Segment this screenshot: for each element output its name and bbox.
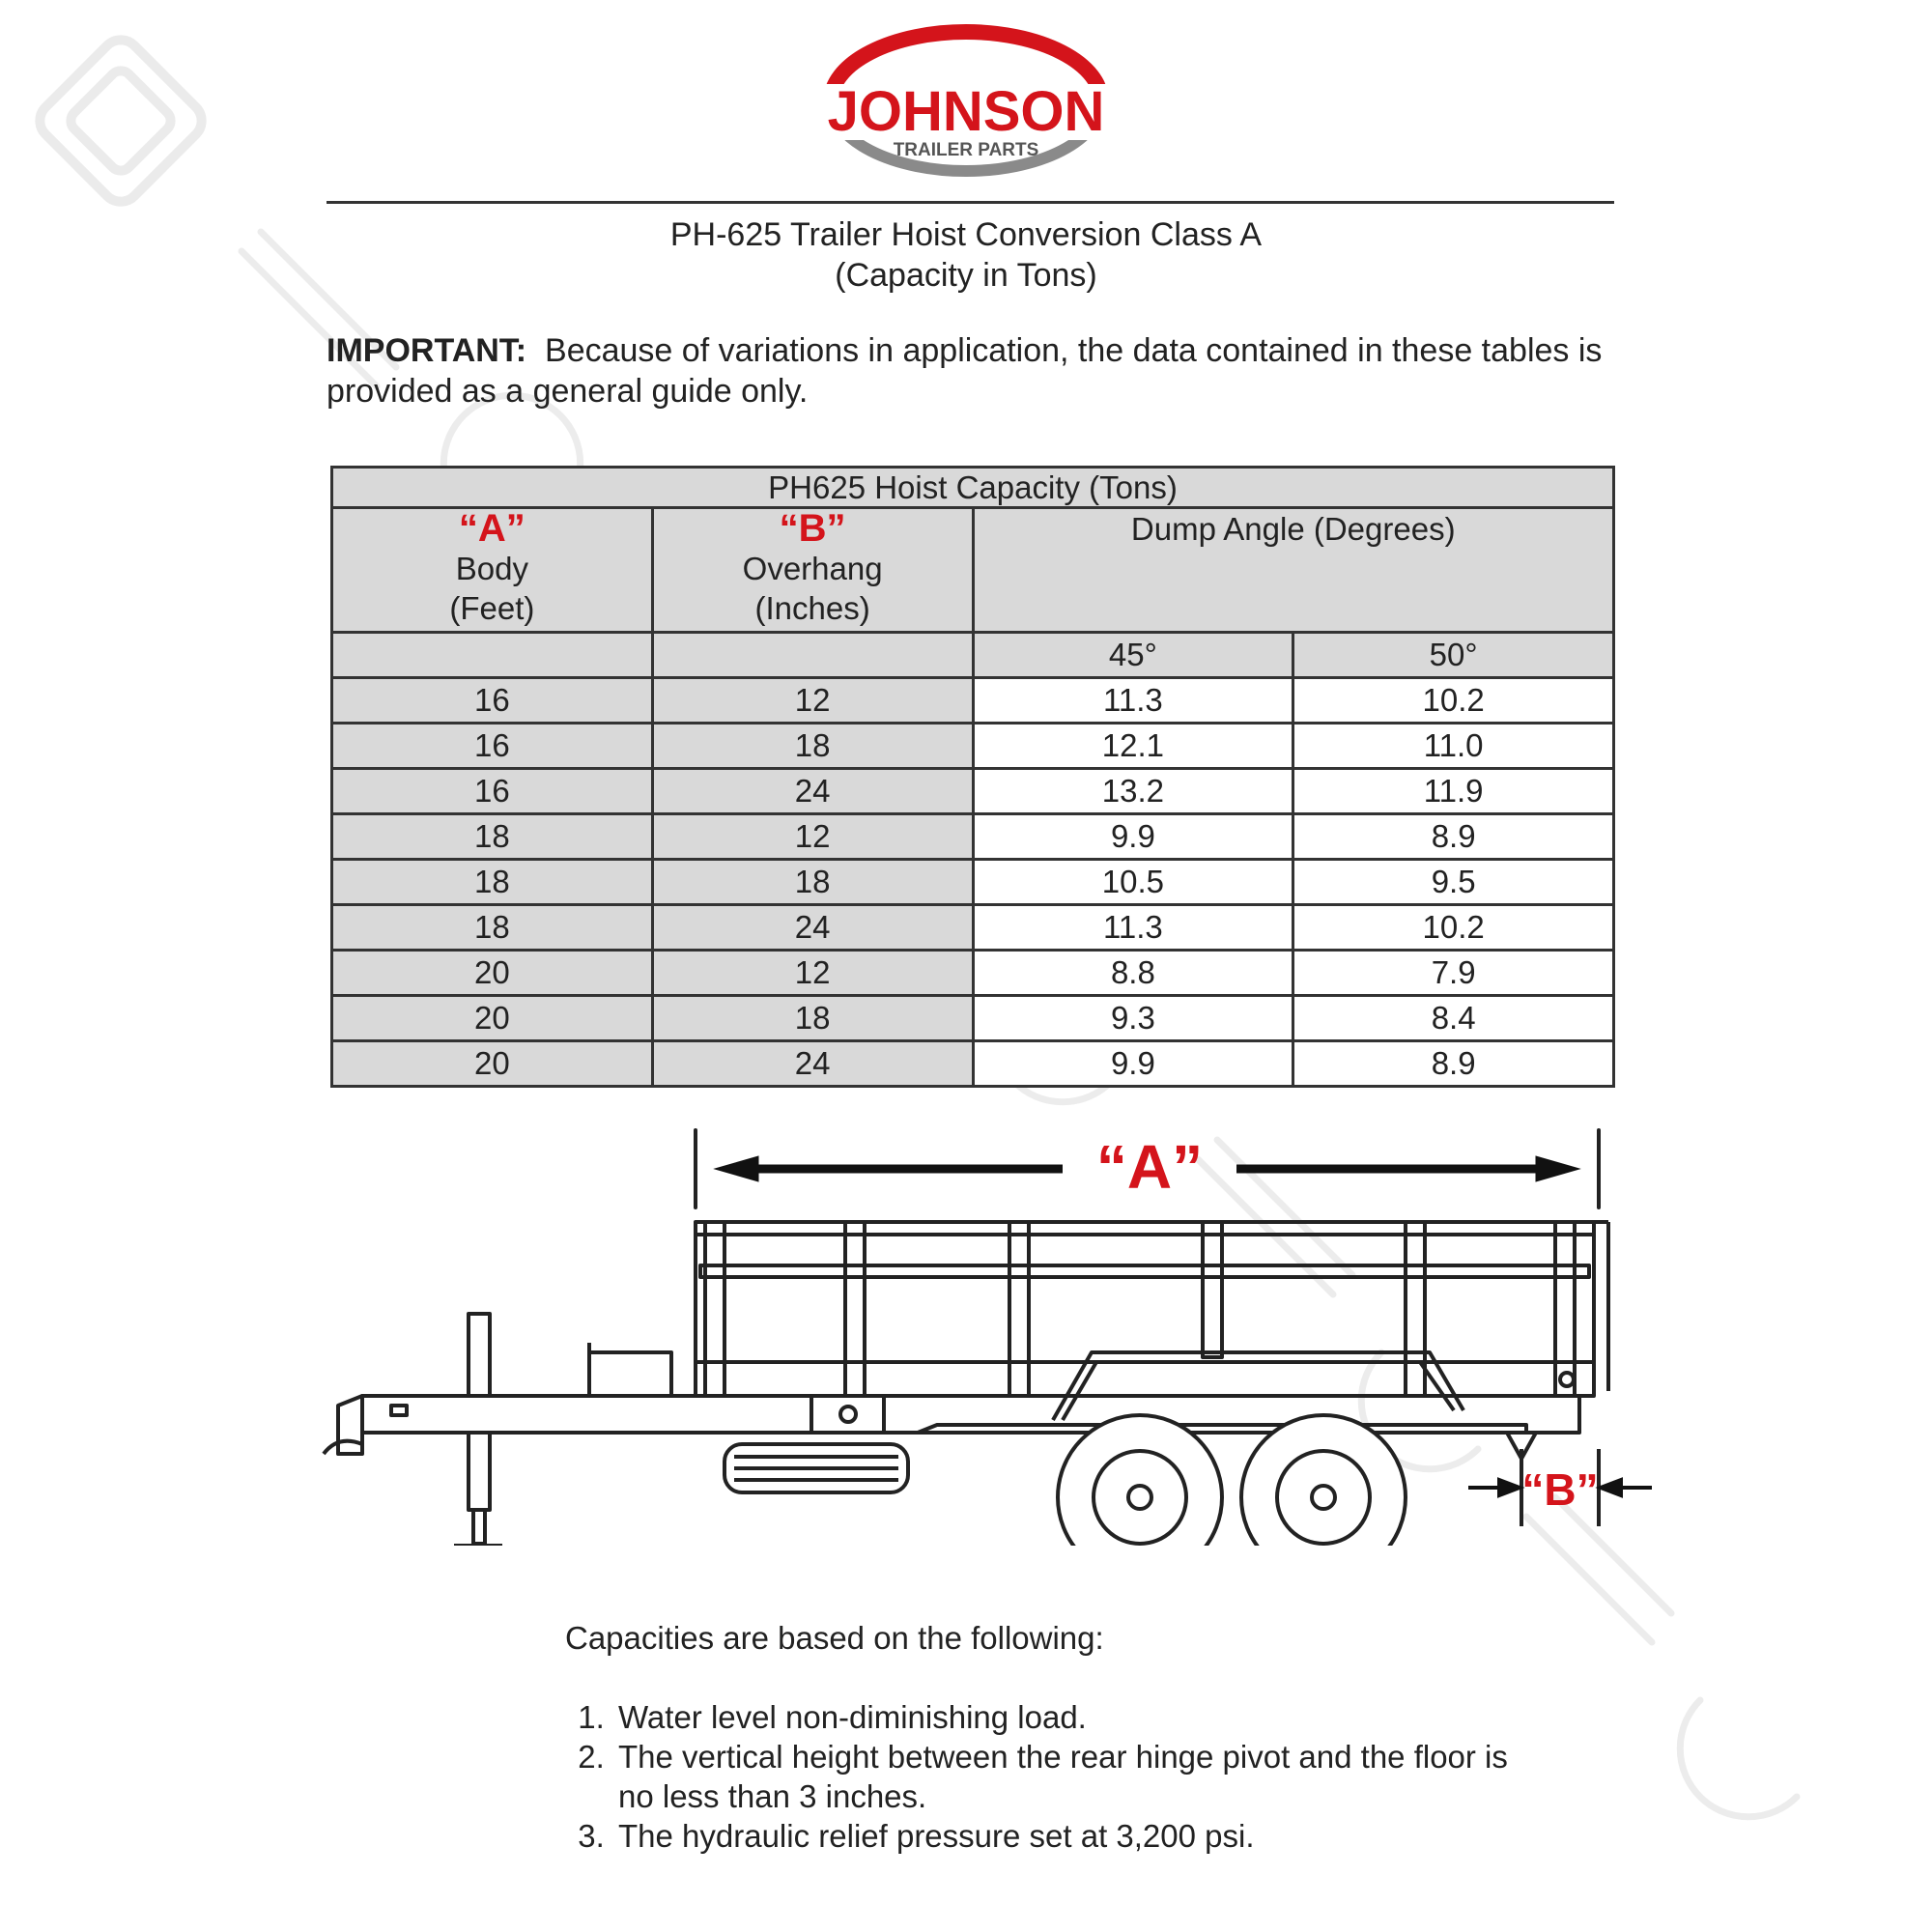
cell-overhang: 24 [652, 905, 973, 951]
dim-b-label: “B” [1521, 1464, 1599, 1515]
cell-50: 11.0 [1293, 724, 1614, 769]
list-item: 3. The hydraulic relief pressure set at 3,200 psi. [613, 1816, 1531, 1856]
logo-wordmark: JOHNSON [827, 80, 1105, 143]
cell-overhang: 12 [652, 678, 973, 724]
cell-45: 13.2 [973, 769, 1293, 814]
cell-50: 8.4 [1293, 996, 1614, 1041]
table-row [332, 996, 1614, 1041]
cell-overhang: 12 [652, 951, 973, 996]
rear-wheel [1241, 1415, 1406, 1546]
angle-45-header: 45° [973, 633, 1293, 678]
col-b-line1: Overhang [742, 551, 883, 586]
cell-body: 20 [332, 951, 653, 996]
cell-body: 18 [332, 814, 653, 860]
cell-50: 8.9 [1293, 1041, 1614, 1087]
table-row [332, 1041, 1614, 1087]
cell-body: 18 [332, 860, 653, 905]
important-label: IMPORTANT: [327, 332, 527, 369]
document-title [0, 214, 1932, 296]
cell-45: 9.3 [973, 996, 1293, 1041]
table-title: PH625 Hoist Capacity (Tons) [332, 468, 1614, 508]
cell-45: 9.9 [973, 1041, 1293, 1087]
cell-overhang: 18 [652, 724, 973, 769]
tool-box [589, 1352, 671, 1396]
col-b-line2: (Inches) [754, 590, 870, 626]
dim-a-label: “A” [1095, 1132, 1204, 1202]
cell-45: 10.5 [973, 860, 1293, 905]
cell-50: 9.5 [1293, 860, 1614, 905]
angle-50-header: 50° [1293, 633, 1614, 678]
front-wheel [1058, 1415, 1222, 1546]
sub-empty-b [652, 633, 973, 678]
cell-overhang: 12 [652, 814, 973, 860]
trailer-diagram [319, 1121, 1671, 1546]
col-b-header [652, 508, 973, 633]
important-text: Because of variations in application, the data contained in these tables is provided as a general guide only. [327, 332, 1603, 410]
col-a-mark: “A” [458, 507, 526, 550]
header-divider [327, 201, 1614, 204]
cell-50: 10.2 [1293, 905, 1614, 951]
col-b-mark: “B” [779, 507, 846, 550]
cell-body: 20 [332, 996, 653, 1041]
table-row [332, 724, 1614, 769]
notes-intro: Capacities are based on the following: [565, 1620, 1104, 1656]
cell-overhang: 24 [652, 1041, 973, 1087]
table-row [332, 860, 1614, 905]
cell-overhang: 24 [652, 769, 973, 814]
table-row [332, 769, 1614, 814]
cell-45: 12.1 [973, 724, 1293, 769]
col-a-line2: (Feet) [449, 590, 535, 626]
tongue-jack [469, 1314, 490, 1396]
sub-empty-a [332, 633, 653, 678]
list-item: 1. Water level non-diminishing load. [613, 1697, 1531, 1737]
table-row [332, 678, 1614, 724]
title-line-1: PH-625 Trailer Hoist Conversion Class A [669, 216, 1263, 253]
cell-45: 9.9 [973, 814, 1293, 860]
cell-body: 20 [332, 1041, 653, 1087]
cell-body: 18 [332, 905, 653, 951]
logo-tagline: TRAILER PARTS [893, 140, 1039, 160]
cell-body: 16 [332, 769, 653, 814]
cell-45: 8.8 [973, 951, 1293, 996]
title-line-2: (Capacity in Tons) [835, 257, 1097, 294]
cell-body: 16 [332, 678, 653, 724]
dump-angle-header: Dump Angle (Degrees) [973, 508, 1614, 633]
col-a-line1: Body [455, 551, 528, 586]
important-notice [327, 330, 1621, 412]
list-item: 2. The vertical height between the rear hinge pivot and the floor is no less than 3 inches. [613, 1737, 1531, 1816]
cell-overhang: 18 [652, 860, 973, 905]
trailer-frame [362, 1396, 1579, 1433]
table-row [332, 951, 1614, 996]
cell-overhang: 18 [652, 996, 973, 1041]
table-row [332, 905, 1614, 951]
notes-list [565, 1697, 1531, 1856]
cell-45: 11.3 [973, 678, 1293, 724]
cell-body: 16 [332, 724, 653, 769]
cell-50: 8.9 [1293, 814, 1614, 860]
cell-45: 11.3 [973, 905, 1293, 951]
capacity-notes [565, 1618, 1531, 1856]
johnson-logo [792, 24, 1140, 184]
capacity-table [330, 466, 1615, 1088]
cell-50: 7.9 [1293, 951, 1614, 996]
dump-body [696, 1222, 1594, 1396]
cell-50: 10.2 [1293, 678, 1614, 724]
cell-50: 11.9 [1293, 769, 1614, 814]
table-row [332, 814, 1614, 860]
col-a-header [332, 508, 653, 633]
